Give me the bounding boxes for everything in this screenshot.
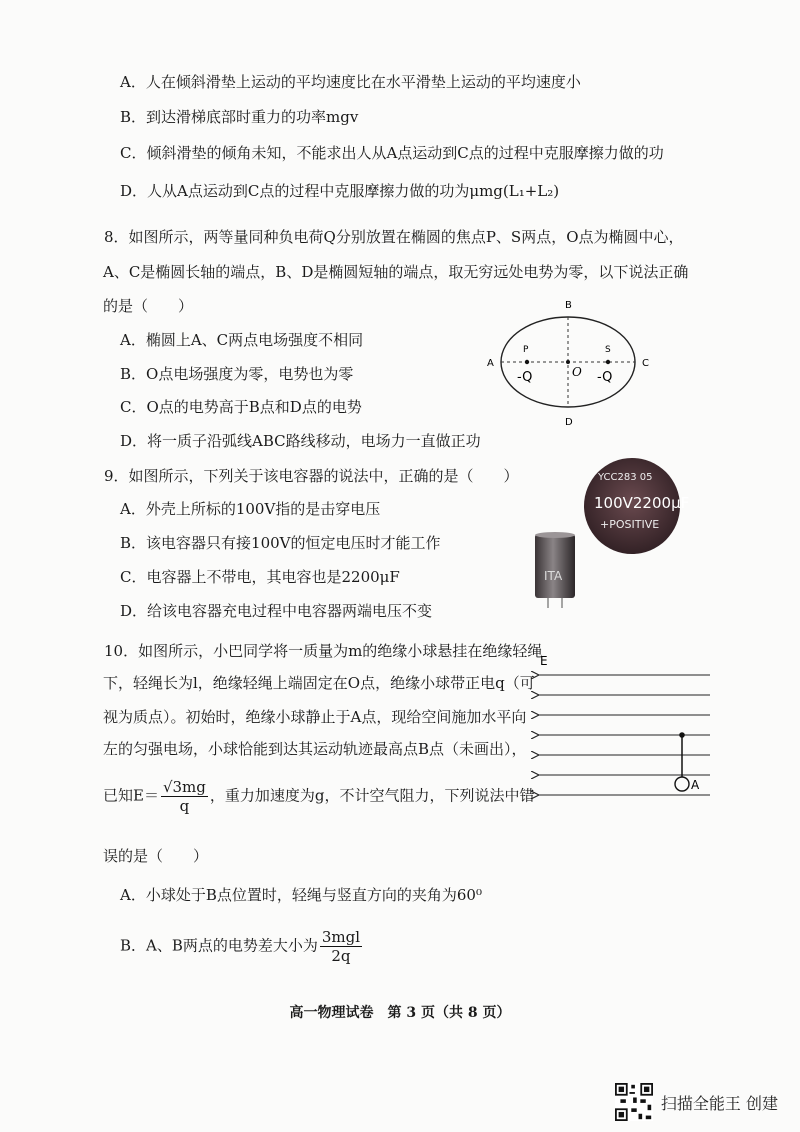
q8-stem-line-1: 8．如图所示，两等量同种负电荷Q分别放置在椭圆的焦点P、S两点，O点为椭圆中心， <box>104 228 684 246</box>
known-prefix: 已知E＝ <box>103 786 159 805</box>
q8-option-c: C．O点的电势高于B点和D点的电势 <box>120 398 362 416</box>
q8-option-d: D．将一质子沿弧线ABC路线移动，电场力一直做正功 <box>120 432 481 450</box>
option-b-prefix: B．A、B两点的电势差大小为 <box>120 936 318 955</box>
q9-option-a: A．外壳上所标的100V指的是击穿电压 <box>120 500 381 518</box>
qr-code-icon <box>615 1083 653 1121</box>
q7-option-c: C．倾斜滑垫的倾角未知，不能求出人从A点运动到C点的过程中克服摩擦力做的功 <box>120 144 664 162</box>
magnified-label-sub: +POSITIVE <box>600 518 660 531</box>
q9-option-d: D．给该电容器充电过程中电容器两端电压不变 <box>120 602 433 620</box>
q10-stem-line-3: 视为质点）。初始时，绝缘小球静止于A点，现给空间施加水平向 <box>103 708 527 726</box>
charged-ball <box>675 777 689 791</box>
fraction-denominator: 2q <box>331 947 351 965</box>
ellipse-figure <box>480 296 670 436</box>
label-c: C <box>642 358 649 369</box>
q8-option-b: B．O点电场强度为零，电势也为零 <box>120 365 354 383</box>
q10-option-a: A．小球处于B点位置时，轻绳与竖直方向的夹角为60⁰ <box>120 886 482 904</box>
q8-option-a: A．椭圆上A、C两点电场强度不相同 <box>120 331 364 349</box>
capacitor-top <box>535 532 575 538</box>
page-footer: 高一物理试卷 第 3 页（共 8 页） <box>289 1005 511 1021</box>
label-a: A <box>691 778 700 792</box>
charge-p-dot <box>525 360 529 364</box>
label-a: A <box>487 358 494 369</box>
scanner-watermark <box>615 1083 778 1121</box>
label-b: B <box>565 300 572 311</box>
magnified-label-top: YCC283 05 <box>598 472 653 483</box>
q10-stem-line-2: 下，轻绳长为l，绝缘轻绳上端固定在O点，绝缘小球带正电q（可 <box>103 674 535 692</box>
q10-stem-end: 误的是（ ） <box>103 847 209 865</box>
center-o-dot <box>566 360 570 364</box>
charge-left-label: -Q <box>517 370 533 385</box>
q8-stem-line-2: A、C是椭圆长轴的端点，B、D是椭圆短轴的端点，取无穷远处电势为零，以下说法正确 <box>103 263 689 281</box>
q7-option-b: B．到达滑梯底部时重力的功率mgv <box>120 108 359 126</box>
q7-option-d: D．人从A点运动到C点的过程中克服摩擦力做的功为μmg(L₁+L₂) <box>120 182 560 200</box>
charge-s-dot <box>606 360 610 364</box>
q10-known-condition <box>103 778 535 815</box>
charge-right-label: -Q <box>597 370 613 385</box>
capacitor-body <box>535 534 575 598</box>
known-suffix: ，重力加速度为g，不计空气阻力，下列说法中错 <box>209 786 535 805</box>
capacitor-figure <box>528 462 690 612</box>
fraction-numerator: 3mgl <box>321 928 361 946</box>
label-o: O <box>572 365 582 379</box>
capacitor-body-text: ITA <box>544 569 563 583</box>
fraction-denominator: q <box>179 797 190 815</box>
q9-option-b: B．该电容器只有接100V的恒定电压时才能工作 <box>120 534 441 552</box>
label-p: P <box>523 345 529 355</box>
watermark-text: 扫描全能王 创建 <box>660 1093 778 1113</box>
potential-difference-fraction <box>320 928 362 965</box>
label-e: E <box>540 654 548 668</box>
field-strength-fraction <box>161 778 208 815</box>
magnified-label-main: 100V2200μF <box>594 494 690 512</box>
q9-stem: 9．如图所示，下列关于该电容器的说法中，正确的是（ ） <box>104 467 519 485</box>
fraction-numerator: √3mg <box>162 778 206 796</box>
label-s: S <box>605 345 611 355</box>
q7-option-a: A．人在倾斜滑垫上运动的平均速度比在水平滑垫上运动的平均速度小 <box>120 73 581 91</box>
q9-option-c: C．电容器上不带电，其电容也是2200μF <box>120 568 400 586</box>
q8-stem-line-3: 的是（ ） <box>103 297 194 315</box>
q10-option-b <box>120 928 364 965</box>
q10-stem-line-1: 10．如图所示，小巴同学将一质量为m的绝缘小球悬挂在绝缘轻绳 <box>104 642 543 660</box>
label-d: D <box>565 417 573 428</box>
electric-field-figure <box>530 644 720 804</box>
q10-stem-line-4: 左的匀强电场，小球恰能到达其运动轨迹最高点B点（未画出）， <box>103 740 527 758</box>
